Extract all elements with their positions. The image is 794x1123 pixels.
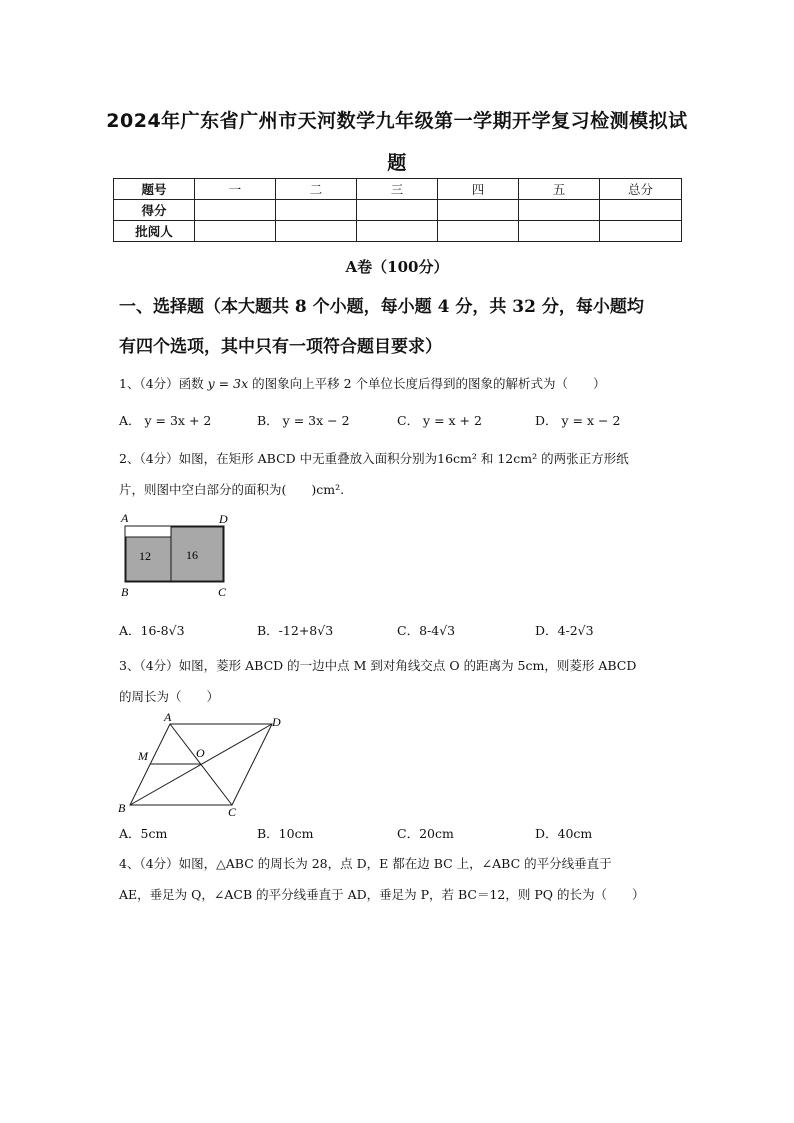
- label-d: D: [219, 512, 228, 526]
- question-1-options: [119, 411, 689, 431]
- score-cell: [276, 200, 357, 221]
- score-row-label: 批阅人: [114, 221, 195, 242]
- score-cell: [438, 200, 519, 221]
- q2-option-b[interactable]: B．-12+8√3: [257, 623, 334, 638]
- label-a: A: [121, 511, 129, 525]
- score-header-cell: 四: [438, 179, 519, 200]
- score-cell: [600, 221, 682, 242]
- q2-option-a[interactable]: A．16-8√3: [119, 623, 185, 638]
- score-cell: [195, 221, 276, 242]
- square-16-label: 16: [186, 548, 198, 562]
- score-cell: [357, 200, 438, 221]
- q1-option-a[interactable]: A． y = 3x + 2: [119, 413, 212, 428]
- q1-option-d[interactable]: D． y = x − 2: [535, 413, 621, 428]
- score-header-cell: 一: [195, 179, 276, 200]
- label-b: B: [121, 585, 129, 599]
- score-cell: [357, 221, 438, 242]
- score-cell: [600, 200, 682, 221]
- score-header-cell: 题号: [114, 179, 195, 200]
- score-header-cell: 二: [276, 179, 357, 200]
- question-2-stem-line1: 2、（4分）如图，在矩形 ABCD 中无重叠放入面积分别为16cm² 和 12cm² 的两张正方形纸: [119, 451, 629, 466]
- label-b: B: [118, 801, 126, 815]
- q3-option-a[interactable]: A．5cm: [119, 826, 168, 841]
- q1-prefix: 1、（4分）函数: [119, 376, 204, 391]
- score-cell: [519, 200, 600, 221]
- score-cell: [276, 221, 357, 242]
- score-cell: [519, 221, 600, 242]
- label-a: A: [164, 710, 172, 724]
- score-header-cell: 三: [357, 179, 438, 200]
- q1-option-b[interactable]: B． y = 3x − 2: [257, 413, 350, 428]
- label-o: O: [196, 746, 205, 760]
- score-row-label: 得分: [114, 200, 195, 221]
- score-table: [113, 178, 682, 242]
- question-1-stem: [119, 368, 689, 399]
- score-table-row-score: [114, 200, 682, 221]
- q1-suffix: 的图象向上平移 2 个单位长度后得到的图象的解析式为（ ）: [252, 376, 606, 391]
- q3-option-d[interactable]: D．40cm: [535, 826, 593, 841]
- q3-rhombus-figure: [112, 708, 292, 820]
- q1-formula: y = 3x: [207, 376, 249, 391]
- volume-a-heading: A卷（100分）: [345, 258, 449, 276]
- question-4-stem-line1: 4、（4分）如图，△ABC 的周长为 28，点 D，E 都在边 BC 上，∠ABC 的平分线垂直于: [119, 856, 612, 871]
- label-c: C: [218, 585, 227, 599]
- q2-rectangle-figure: [112, 508, 242, 600]
- label-m: M: [138, 749, 148, 763]
- question-2-options: [119, 621, 689, 641]
- square-12-label: 12: [139, 549, 151, 563]
- score-table-row-grader: [114, 221, 682, 242]
- q2-option-d[interactable]: D．4-2√3: [535, 623, 594, 638]
- score-cell: [438, 221, 519, 242]
- exam-title-line2: 题: [387, 152, 407, 174]
- q3-option-c[interactable]: C．20cm: [397, 826, 454, 841]
- section1-heading-line2: 有四个选项，其中只有一项符合题目要求）: [119, 337, 442, 357]
- label-d: D: [272, 715, 281, 729]
- question-3-stem-line2: 的周长为（ ）: [119, 689, 220, 704]
- question-3-options: [119, 824, 689, 844]
- question-2-stem-line2: 片，则图中空白部分的面积为( )cm².: [119, 482, 345, 497]
- score-header-cell: 总分: [600, 179, 682, 200]
- score-header-cell: 五: [519, 179, 600, 200]
- question-4-stem-line2: AE，垂足为 Q，∠ACB 的平分线垂直于 AD，垂足为 P，若 BC＝12，则 PQ 的长为（ ）: [119, 887, 645, 902]
- score-table-header-row: [114, 179, 682, 200]
- question-3-stem-line1: 3、（4分）如图，菱形 ABCD 的一边中点 M 到对角线交点 O 的距离为 5cm，则菱形 ABCD: [119, 658, 637, 673]
- section1-heading-line1: 一、选择题（本大题共 8 个小题，每小题 4 分，共 32 分，每小题均: [119, 297, 644, 317]
- q2-option-c[interactable]: C．8-4√3: [397, 623, 456, 638]
- label-c: C: [228, 805, 237, 819]
- q3-option-b[interactable]: B．10cm: [257, 826, 314, 841]
- score-cell: [195, 200, 276, 221]
- exam-title-line1: 2024年广东省广州市天河数学九年级第一学期开学复习检测模拟试: [106, 110, 688, 132]
- q1-option-c[interactable]: C． y = x + 2: [397, 413, 482, 428]
